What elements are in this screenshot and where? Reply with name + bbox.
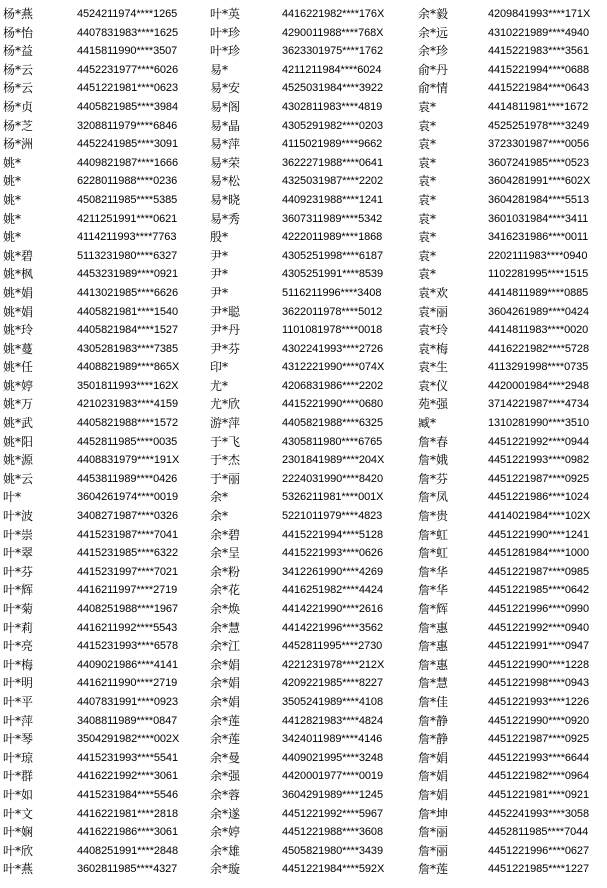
person-name: 余*江 <box>210 639 241 654</box>
person-name: 叶*明 <box>3 676 34 691</box>
masked-id-number: 1102281995****1515 <box>488 268 589 281</box>
person-name: 印* <box>210 360 229 375</box>
masked-id-number: 4451221992****0944 <box>488 435 589 448</box>
person-name: 殷* <box>210 230 229 245</box>
masked-id-number: 4211211984****6024 <box>282 63 382 76</box>
person-name: 姚*碧 <box>3 248 34 263</box>
person-name: 俞*情 <box>418 81 449 96</box>
masked-id-number: 4452811995****2730 <box>282 640 383 653</box>
masked-id-number: 3604291989****1245 <box>282 788 383 801</box>
masked-id-number: 4451221996****0990 <box>488 603 589 615</box>
masked-id-number: 4414811983****0020 <box>488 324 589 337</box>
masked-id-number: 3623301975****1762 <box>282 45 383 58</box>
masked-id-number: 4452811985****7044 <box>488 826 589 839</box>
masked-id-number: 4209841993****171X <box>488 8 591 20</box>
masked-id-number: 4452241985****3091 <box>77 138 178 151</box>
person-name: 叶*燕 <box>3 862 34 877</box>
person-name: 姚* <box>3 211 22 226</box>
masked-id-number: 4508211985****5385 <box>77 193 178 206</box>
masked-id-number: 4451221991****0947 <box>488 640 589 653</box>
masked-id-number: 4325031987****2202 <box>282 175 383 188</box>
person-name: 尤*欣 <box>210 397 241 412</box>
masked-id-number: 4451221987****0925 <box>488 472 589 485</box>
person-name: 袁* <box>418 118 437 133</box>
masked-id-number: 4222011989****1868 <box>282 231 383 244</box>
masked-id-number: 4415231985****6322 <box>77 547 178 560</box>
person-name: 余*蓉 <box>210 787 241 802</box>
person-name: 叶*辉 <box>3 583 34 598</box>
masked-id-number: 4414221990****2616 <box>282 603 383 615</box>
person-name: 易*秀 <box>210 211 241 226</box>
person-name: 袁* <box>418 267 437 282</box>
masked-id-number: 4415231993****5541 <box>77 751 178 764</box>
person-name: 易* <box>210 62 229 77</box>
masked-id-number: 4415231997****7021 <box>77 565 178 578</box>
person-name: 姚* <box>3 155 22 170</box>
person-name: 易*荣 <box>210 155 241 170</box>
person-name: 姚*云 <box>3 471 34 486</box>
masked-id-number: 4408251988****1967 <box>77 603 178 615</box>
person-name: 叶*群 <box>3 769 34 784</box>
person-name: 余*呈 <box>210 546 241 561</box>
person-name: 余*娟 <box>210 694 241 709</box>
masked-id-number: 4416211992****5543 <box>77 621 178 634</box>
masked-id-number: 3607311989****5342 <box>282 212 383 225</box>
masked-id-number: 4451221993****1226 <box>488 695 589 708</box>
masked-id-number: 3602811985****4327 <box>77 863 178 876</box>
person-name: 詹*莲 <box>418 862 449 877</box>
person-name: 尹*芬 <box>210 341 241 356</box>
masked-id-number: 4415221994****5128 <box>282 528 383 541</box>
masked-id-number: 3408811989****0847 <box>77 714 178 727</box>
person-name: 杨*贞 <box>3 99 34 114</box>
masked-id-number: 4451221986****1024 <box>488 491 589 504</box>
masked-id-number: 4451281984****1000 <box>488 547 589 560</box>
person-name: 叶*英 <box>210 7 241 21</box>
masked-id-number: 4451221990****0920 <box>488 714 589 727</box>
masked-id-number: 4451221982****0964 <box>488 770 589 783</box>
masked-id-number: 4451221996****0627 <box>488 844 589 857</box>
person-name: 詹*娟 <box>418 769 449 784</box>
masked-id-number: 2301841989****204X <box>282 454 385 467</box>
masked-id-number: 4305811980****6765 <box>282 435 383 448</box>
masked-id-number: 3714221987****4734 <box>488 398 589 411</box>
masked-id-number: 3723301987****0056 <box>488 138 589 151</box>
masked-id-number: 4115021989****9662 <box>282 138 383 151</box>
masked-id-number: 4451221981****0623 <box>77 82 178 95</box>
person-name: 詹*丽 <box>418 825 449 840</box>
person-name: 叶*如 <box>3 787 34 802</box>
masked-id-number: 4408831979****191X <box>77 454 180 467</box>
masked-id-number: 3604281984****5513 <box>488 193 589 206</box>
masked-id-number: 4416221992****3061 <box>77 770 178 783</box>
person-name: 姚* <box>3 192 22 207</box>
person-name: 余*粉 <box>210 564 241 579</box>
masked-id-number: 4405821985****3984 <box>77 100 178 113</box>
masked-id-number: 3601031984****3411 <box>488 212 589 225</box>
person-name: 于*飞 <box>210 434 241 449</box>
masked-id-number: 4452811985****0035 <box>77 435 178 448</box>
person-name: 叶*萍 <box>3 713 34 728</box>
person-name: 叶*崇 <box>3 527 34 542</box>
person-name: 詹*娟 <box>418 787 449 802</box>
masked-id-number: 4451221992****0940 <box>488 621 589 634</box>
masked-id-number: 4451221990****1228 <box>488 658 589 671</box>
person-name: 叶*莉 <box>3 620 34 635</box>
masked-id-number: 3208811979****6846 <box>77 119 178 132</box>
person-name: 尹* <box>210 248 229 263</box>
person-name: 叶*波 <box>3 509 34 524</box>
person-name: 姚* <box>3 230 22 245</box>
masked-id-number: 4414811989****0885 <box>488 286 589 299</box>
masked-id-number: 4416211997****2719 <box>77 584 178 597</box>
masked-id-number: 4414221996****3562 <box>282 621 383 634</box>
person-name: 苑*强 <box>418 397 449 412</box>
person-name: 叶*娴 <box>3 825 34 840</box>
person-name: 詹*春 <box>418 434 449 449</box>
person-name: 詹*惠 <box>418 657 449 672</box>
person-name: 余*雄 <box>210 843 241 858</box>
person-name: 詹*娟 <box>418 750 449 765</box>
person-name: 詹*惠 <box>418 639 449 654</box>
masked-id-number: 4451221984****592X <box>282 863 385 876</box>
masked-id-number: 4420001984****2948 <box>488 379 589 392</box>
person-name: 姚*武 <box>3 416 34 431</box>
masked-id-number: 4407831991****0923 <box>77 695 178 708</box>
person-name: 余*焕 <box>210 602 241 616</box>
masked-id-number: 3416231986****0011 <box>488 231 589 244</box>
person-name: 易*晶 <box>210 118 241 133</box>
masked-id-number: 4420001977****0019 <box>282 770 383 783</box>
masked-id-number: 4525031984****3922 <box>282 82 383 95</box>
masked-id-number: 5116211996****3408 <box>282 286 382 299</box>
person-name: 于*杰 <box>210 453 241 468</box>
masked-id-number: 4525251978****3249 <box>488 119 589 132</box>
masked-id-number: 4405821984****1527 <box>77 324 178 337</box>
masked-id-number: 4415231984****5546 <box>77 788 178 801</box>
masked-id-number: 4412821983****4824 <box>282 714 383 727</box>
masked-id-number: 4416221986****3061 <box>77 826 178 839</box>
person-name: 尹*丹 <box>210 323 241 338</box>
masked-id-number: 3412261990****4269 <box>282 565 383 578</box>
masked-id-number: 3424011989****4146 <box>282 733 383 746</box>
masked-id-number: 3604261989****0424 <box>488 305 589 318</box>
masked-id-number: 4408251991****2848 <box>77 844 178 857</box>
masked-id-number: 4451221981****0921 <box>488 788 589 801</box>
person-name: 叶*珍 <box>210 25 241 40</box>
person-name: 杨*洲 <box>3 137 34 152</box>
masked-id-number: 4451221987****0925 <box>488 733 589 746</box>
masked-id-number: 1101081978****0018 <box>282 324 383 337</box>
person-name: 叶*珍 <box>210 44 241 59</box>
masked-id-number: 4415221993****0626 <box>282 547 383 560</box>
masked-id-number: 4451221987****0985 <box>488 565 589 578</box>
masked-id-number: 2202111983****0940 <box>488 249 588 262</box>
masked-id-number: 4451221993****0982 <box>488 454 589 467</box>
masked-id-number: 4451221985****1227 <box>488 863 589 876</box>
masked-id-number: 4209221985****8227 <box>282 677 383 690</box>
person-name: 臧* <box>418 416 437 431</box>
person-name: 姚*源 <box>3 453 34 468</box>
masked-id-number: 4409821987****1666 <box>77 156 178 169</box>
person-name: 叶*琴 <box>3 732 34 747</box>
masked-id-number: 4405821981****1540 <box>77 305 178 318</box>
masked-id-number: 4405821988****1572 <box>77 417 178 430</box>
masked-id-number: 4415231993****6578 <box>77 640 178 653</box>
masked-id-number: 4451221988****3608 <box>282 826 383 839</box>
person-name: 余* <box>210 490 229 505</box>
masked-id-number: 3604261974****0019 <box>77 491 178 504</box>
masked-id-number: 3505241989****4108 <box>282 695 383 708</box>
masked-id-number: 4305291982****0203 <box>282 119 383 132</box>
person-name: 余*远 <box>418 25 449 40</box>
person-name: 姚*玲 <box>3 323 34 338</box>
person-name: 詹*惠 <box>418 620 449 635</box>
person-name: 余*慧 <box>210 620 241 635</box>
masked-id-number: 4452241993****3058 <box>488 807 589 820</box>
masked-id-number: 4415811990****3507 <box>77 45 178 58</box>
person-name: 余*娟 <box>210 657 241 672</box>
person-name: 叶*翠 <box>3 546 34 561</box>
masked-id-number: 4415221994****0688 <box>488 63 589 76</box>
masked-id-number: 4409231988****1241 <box>282 193 383 206</box>
person-name: 尹*聪 <box>210 304 241 319</box>
masked-id-number: 4414021984****102X <box>488 510 591 523</box>
masked-id-number: 3607241985****0523 <box>488 156 589 169</box>
masked-id-number: 4409021986****4141 <box>77 658 178 671</box>
masked-id-number: 4451221990****1241 <box>488 528 589 541</box>
masked-id-number: 4524211974****1265 <box>77 8 178 20</box>
masked-id-number: 4451221993****6644 <box>488 751 589 764</box>
person-name: 袁* <box>418 174 437 189</box>
person-name: 叶*亮 <box>3 639 34 654</box>
masked-id-number: 4452231977****6026 <box>77 63 178 76</box>
masked-id-number: 4305251991****8539 <box>282 268 383 281</box>
person-name: 袁* <box>418 192 437 207</box>
person-name: 袁* <box>418 211 437 226</box>
masked-id-number: 4407831983****1625 <box>77 26 178 39</box>
person-name: 袁*欢 <box>418 285 449 300</box>
person-name: 袁* <box>418 137 437 152</box>
masked-id-number: 3622271988****0641 <box>282 156 383 169</box>
person-name: 姚* <box>3 174 22 189</box>
masked-id-number: 3604281991****602X <box>488 175 591 188</box>
masked-id-number: 4413021985****6626 <box>77 286 178 299</box>
person-name: 俞*丹 <box>418 62 449 77</box>
masked-id-number: 2224031990****8420 <box>282 472 383 485</box>
person-name: 杨*云 <box>3 62 34 77</box>
masked-id-number: 3408271987****0326 <box>77 510 178 523</box>
person-name: 姚*婷 <box>3 378 34 393</box>
person-name: 詹*贵 <box>418 509 449 524</box>
person-name: 易*萍 <box>210 137 241 152</box>
masked-id-number: 3504291982****002X <box>77 733 180 746</box>
person-name: 袁* <box>418 230 437 245</box>
person-name: 袁*仪 <box>418 378 449 393</box>
person-name: 詹*虹 <box>418 527 449 542</box>
person-name: 余*花 <box>210 583 241 598</box>
masked-id-number: 4210231983****4159 <box>77 398 178 411</box>
person-name: 易*晓 <box>210 192 241 207</box>
person-name: 詹*虹 <box>418 546 449 561</box>
person-name: 詹*静 <box>418 713 449 728</box>
person-name: 袁*梅 <box>418 341 449 356</box>
masked-id-number: 4114211993****7763 <box>77 231 177 244</box>
person-name: 姚*娟 <box>3 304 34 319</box>
person-name: 姚*万 <box>3 397 34 412</box>
person-name: 余*珍 <box>418 44 449 59</box>
masked-id-number: 4505821980****3439 <box>282 844 383 857</box>
masked-id-number: 4415231987****7041 <box>77 528 178 541</box>
person-name: 詹*慧 <box>418 676 449 691</box>
person-name: 易*安 <box>210 81 241 96</box>
person-name: 袁* <box>418 248 437 263</box>
masked-id-number: 4206831986****2202 <box>282 379 383 392</box>
masked-id-number: 1310281990****3510 <box>488 417 589 430</box>
masked-id-number: 5326211981****001X <box>282 491 384 504</box>
person-name: 尹* <box>210 285 229 300</box>
masked-id-number: 4416221981****2818 <box>77 807 178 820</box>
person-name: 詹*佳 <box>418 694 449 709</box>
masked-id-number: 4310221989****4940 <box>488 26 589 39</box>
masked-id-number: 4451221985****0642 <box>488 584 589 597</box>
person-name: 余*婷 <box>210 825 241 840</box>
person-name: 余*曼 <box>210 750 241 765</box>
person-name: 詹*坤 <box>418 806 449 821</box>
person-name: 詹*静 <box>418 732 449 747</box>
person-name: 易*阁 <box>210 99 241 114</box>
person-name: 詹*丽 <box>418 843 449 858</box>
person-name: 游*萍 <box>210 416 241 431</box>
masked-id-number: 3501811993****162X <box>77 379 179 392</box>
masked-id-number: 4302241993****2726 <box>282 342 383 355</box>
person-name: 余*莲 <box>210 732 241 747</box>
person-name: 易*松 <box>210 174 241 189</box>
person-name: 尹* <box>210 267 229 282</box>
masked-id-number: 4416221982****5728 <box>488 342 589 355</box>
person-name: 姚*蔓 <box>3 341 34 356</box>
person-name: 余* <box>210 509 229 524</box>
person-name: 叶*芬 <box>3 564 34 579</box>
person-name: 姚*任 <box>3 360 34 375</box>
person-name: 余*遂 <box>210 806 241 821</box>
person-name: 杨*怡 <box>3 25 34 40</box>
person-name: 余*娟 <box>210 676 241 691</box>
masked-id-number: 4312221990****074X <box>282 361 385 374</box>
person-name: 叶*欣 <box>3 843 34 858</box>
masked-id-number: 4416211990****2719 <box>77 677 178 690</box>
person-name: 姚*枫 <box>3 267 34 282</box>
person-name: 余*璇 <box>210 862 241 877</box>
masked-id-number: 4453811989****0426 <box>77 472 178 485</box>
person-name: 袁*玲 <box>418 323 449 338</box>
masked-id-number: 5113231980****6327 <box>77 249 178 262</box>
masked-id-number: 4409021995****3248 <box>282 751 383 764</box>
masked-id-number: 4453231989****0921 <box>77 268 178 281</box>
masked-id-number: 4451221992****5967 <box>282 807 383 820</box>
person-name: 詹*华 <box>418 564 449 579</box>
masked-id-number: 3622011978****5012 <box>282 305 383 318</box>
masked-id-number: 4211251991****0621 <box>77 212 178 225</box>
person-name: 叶*琼 <box>3 750 34 765</box>
person-name: 叶*文 <box>3 806 34 821</box>
person-name: 杨*燕 <box>3 7 34 21</box>
person-name: 叶*梅 <box>3 657 34 672</box>
masked-id-number: 6228011988****0236 <box>77 175 178 188</box>
person-name: 詹*芬 <box>418 471 449 486</box>
masked-id-number: 4113291998****0735 <box>488 361 589 374</box>
masked-id-number: 4405821988****6325 <box>282 417 383 430</box>
masked-id-number: 4408821989****865X <box>77 361 180 374</box>
masked-id-number: 4305281983****7385 <box>77 342 178 355</box>
person-name: 余*莲 <box>210 713 241 728</box>
person-name: 余*碧 <box>210 527 241 542</box>
person-name: 杨*益 <box>3 44 34 59</box>
masked-id-number: 4415221983****3561 <box>488 45 589 58</box>
person-name: 叶*平 <box>3 694 34 709</box>
masked-id-number: 4305251998****6187 <box>282 249 383 262</box>
masked-id-number: 4221231978****212X <box>282 658 385 671</box>
masked-id-number: 4416221982****176X <box>282 8 385 20</box>
masked-id-number: 5221011979****4823 <box>282 510 383 523</box>
person-name: 杨*芝 <box>3 118 34 133</box>
person-name: 余*毅 <box>418 7 449 21</box>
person-name: 姚*阳 <box>3 434 34 449</box>
person-name: 姚*娟 <box>3 285 34 300</box>
masked-id-number: 4451221998****0943 <box>488 677 589 690</box>
masked-id-number: 4415221990****0680 <box>282 398 383 411</box>
masked-id-number: 4416251982****4424 <box>282 584 383 597</box>
person-name: 袁*丽 <box>418 304 449 319</box>
person-name: 詹*辉 <box>418 602 449 616</box>
masked-id-number: 4302811983****4819 <box>282 100 383 113</box>
masked-id-number: 4415221984****0643 <box>488 82 589 95</box>
person-name: 尤* <box>210 378 229 393</box>
person-name: 叶* <box>3 490 22 505</box>
person-name: 袁*生 <box>418 360 449 375</box>
person-name: 叶*菊 <box>3 602 34 616</box>
person-name: 詹*娥 <box>418 453 449 468</box>
masked-id-number: 4414811981****1672 <box>488 100 589 113</box>
person-name: 詹*华 <box>418 583 449 598</box>
person-name: 袁* <box>418 99 437 114</box>
person-name: 袁* <box>418 155 437 170</box>
masked-id-number: 4290011988****768X <box>282 26 384 39</box>
person-name: 于*丽 <box>210 471 241 486</box>
person-name: 詹*凤 <box>418 490 449 505</box>
person-name: 余*强 <box>210 769 241 784</box>
person-name: 杨*云 <box>3 81 34 96</box>
